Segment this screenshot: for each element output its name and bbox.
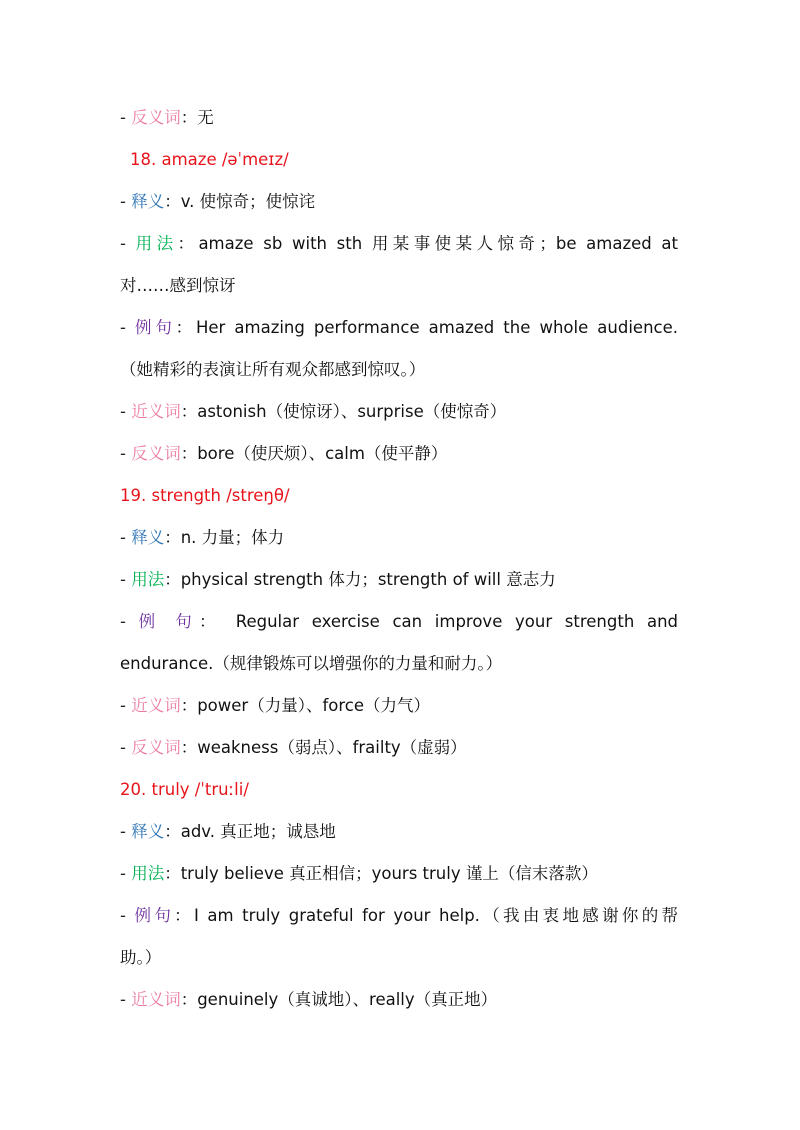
entry-heading-amaze: 18. amaze /əˈmeɪz/ [130,150,289,169]
bullet-dash: - [120,528,132,547]
entry-heading-strength: 19. strength /streŋθ/ [120,486,290,505]
meaning-label: 释义 [131,192,165,211]
usage-label: 用法 [131,570,165,589]
bullet-dash: - [120,570,132,589]
usage-line [120,862,678,886]
synonym-text: ：power（力量）、force（力气） [180,696,430,715]
synonym-label: 近义词 [131,990,181,1009]
meaning-text: ：adv. 真正地；诚恳地 [164,822,336,841]
antonym-text: ：weakness（弱点）、frailty（虚弱） [180,738,467,757]
usage-text: ：truly believe 真正相信；yours truly 谨上（信末落款） [164,864,598,883]
antonym-line [120,442,678,466]
antonym-line [120,106,678,130]
antonym-text: ：无 [180,108,214,127]
example-label: 例 句 [138,612,200,631]
bullet-dash: - [120,234,136,253]
usage-text: ：amaze sb with sth 用某事使某人惊奇；be amazed at [177,234,679,253]
example-continuation: endurance.（规律锻炼可以增强你的力量和耐力。） [120,654,503,673]
bullet-dash: - [120,444,132,463]
example-line [120,904,678,928]
antonym-label: 反义词 [131,108,181,127]
example-text: ： Regular exercise can improve your strength and [199,612,678,631]
bullet-dash: - [120,738,132,757]
bullet-dash: - [120,696,132,715]
example-continuation: （她精彩的表演让所有观众都感到惊叹。） [120,360,426,379]
meaning-text: ：v. 使惊奇；使惊诧 [164,192,316,211]
usage-continuation: 对……感到惊讶 [120,276,236,295]
synonym-label: 近义词 [131,696,181,715]
meaning-line [120,526,678,550]
bullet-dash: - [120,864,132,883]
antonym-label: 反义词 [131,444,181,463]
meaning-line [120,820,678,844]
synonym-text: ：genuinely（真诚地）、really（真正地） [180,990,498,1009]
meaning-label: 释义 [131,822,165,841]
example-line [120,610,678,634]
synonym-text: ：astonish（使惊讶）、surprise（使惊奇） [180,402,507,421]
example-text: ：Her amazing performance amazed the whole audience. [175,318,679,337]
antonym-line [120,736,678,760]
usage-line [120,232,678,256]
bullet-dash: - [120,822,132,841]
synonym-line [120,988,678,1012]
bullet-dash: - [120,108,132,127]
synonym-line [120,694,678,718]
entry-heading-truly: 20. truly /ˈtruːli/ [120,780,249,799]
meaning-label: 释义 [131,528,165,547]
antonym-label: 反义词 [131,738,181,757]
synonym-label: 近义词 [131,402,181,421]
bullet-dash: - [120,612,139,631]
example-label: 例句 [134,906,175,925]
bullet-dash: - [120,318,136,337]
usage-label: 用法 [131,864,165,883]
bullet-dash: - [120,990,132,1009]
antonym-text: ：bore（使厌烦）、calm（使平静） [180,444,448,463]
usage-label: 用法 [135,234,178,253]
example-label: 例句 [135,318,176,337]
bullet-dash: - [120,906,135,925]
usage-line [120,568,678,592]
bullet-dash: - [120,192,132,211]
example-continuation: 助。） [120,948,162,967]
meaning-line [120,190,678,214]
usage-text: ：physical strength 体力；strength of will 意志力 [164,570,556,589]
synonym-line [120,400,678,424]
example-text: ：I am truly grateful for your help.（我由衷地感谢你的帮 [174,906,679,925]
bullet-dash: - [120,402,132,421]
example-line [120,316,678,340]
meaning-text: ：n. 力量；体力 [164,528,285,547]
